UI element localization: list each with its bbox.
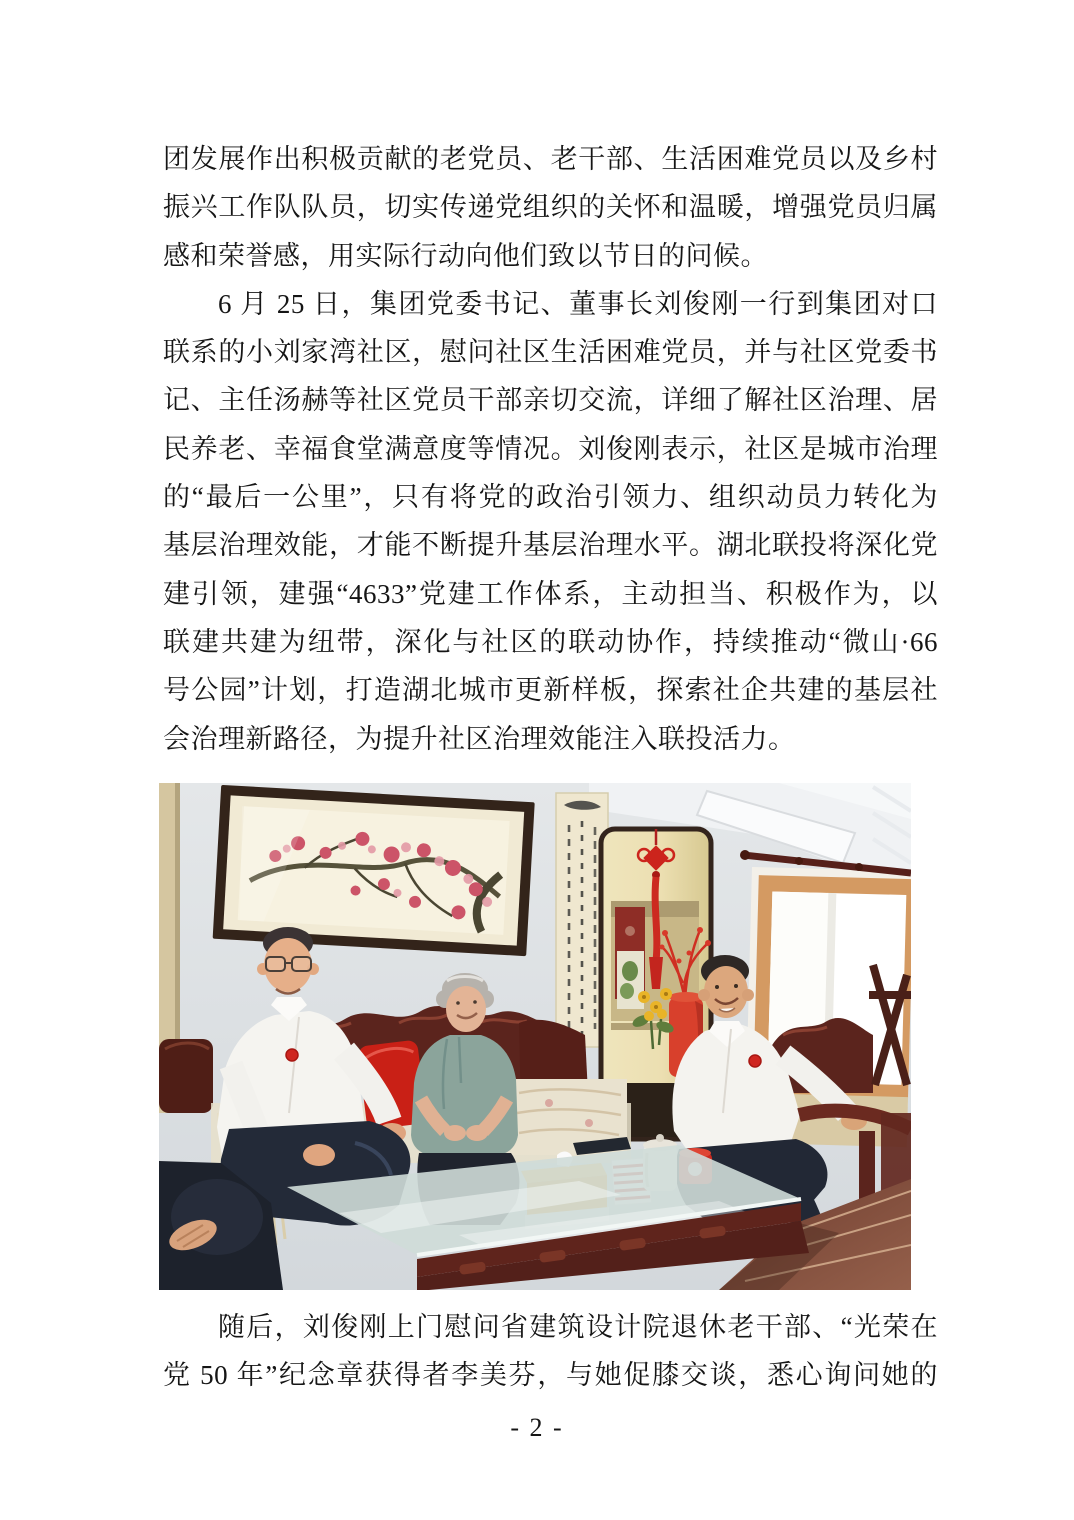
text-line: 感和荣誉感，用实际行动向他们致以节日的问候。 [163,240,768,271]
plum-blossom-painting [213,785,535,956]
text-line: 的“最后一公里”，只有将党的政治引领力、组织动员力转化为 [163,482,938,513]
text-line: 党 50 年”纪念章获得者李美芬，与她促膝交谈，悉心询问她的 [163,1360,938,1391]
text-line: 振兴工作队队员，切实传递党组织的关怀和温暖，增强党员归属 [163,192,938,223]
paragraph-2 [163,280,938,763]
text-line: 6 月 25 日，集团党委书记、董事长刘俊刚一行到集团对口 [218,288,938,319]
text-line: 团发展作出积极贡献的老党员、老干部、生活困难党员以及乡村 [163,144,938,174]
inline-photo [159,783,911,1290]
text-line: 会治理新路径，为提升社区治理效能注入联投活力。 [163,723,796,754]
text-line: 基层治理效能，才能不断提升基层治理水平。湖北联投将深化党 [163,530,938,561]
text-line: 联建共建为纽带，深化与社区的联动协作，持续推动“微山·66 [163,626,938,657]
text-line: 民养老、幸福食堂满意度等情况。刘俊刚表示，社区是城市治理 [163,433,938,464]
paragraph-1 [163,135,938,280]
text-line: 记、主任汤赫等社区党员干部亲切交流，详细了解社区治理、居 [163,385,938,416]
text-line: 建引领，建强“4633”党建工作体系，主动担当、积极作为，以 [163,578,938,609]
text-line: 号公园”计划，打造湖北城市更新样板，探索社企共建的基层社 [163,675,938,706]
text-line: 联系的小刘家湾社区，慰问社区生活困难党员，并与社区党委书 [163,337,938,368]
page-number: - 2 - [510,1413,564,1442]
paragraph-3 [163,1303,938,1400]
text-line: 随后，刘俊刚上门慰问省建筑设计院退休老干部、“光荣在 [218,1312,938,1342]
